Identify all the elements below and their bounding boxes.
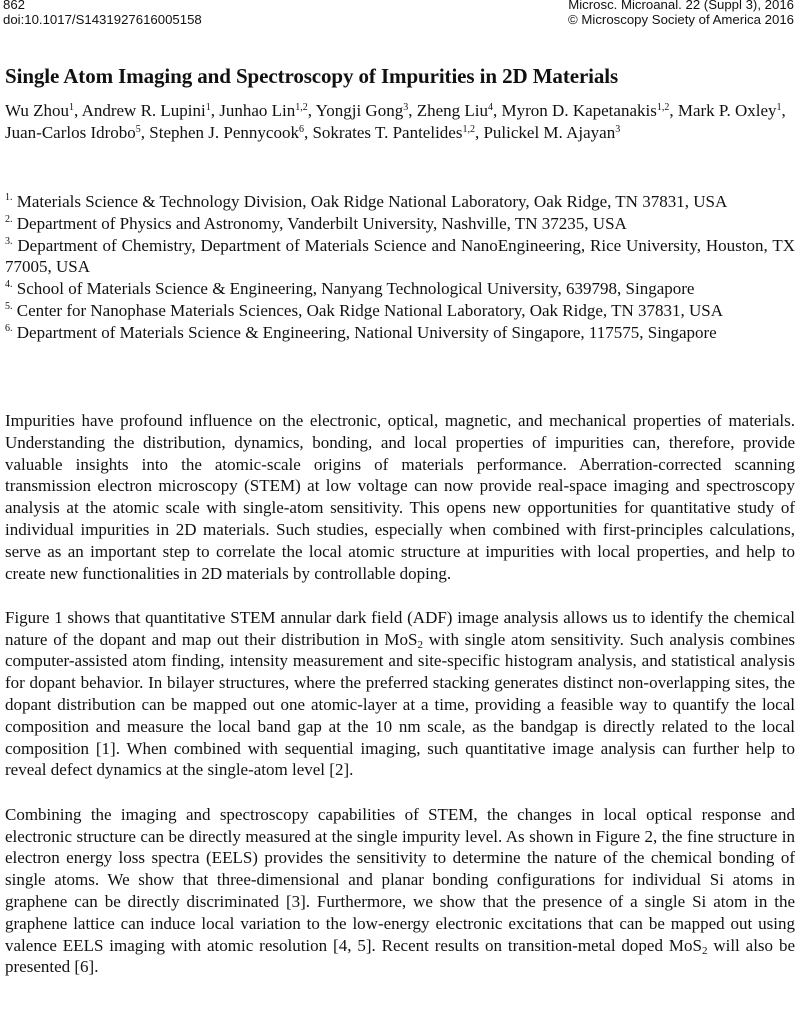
author-name: Zheng Liu bbox=[416, 101, 489, 120]
paragraph-text: with single atom sensitivity. Such analysis combines computer-assisted atom finding, intensity measurement and site-specific histogram analysis, and statistical analysis for dopant behavior. In bilayer structures, where the preferred stacking generates distinct non-overlapping sites, the dopant distribution can be mapped out one atomic-layer at a time, providing a feasible way to quantify the local composition and measure the local band gap at the 10 nm scale, as the bandgap is directly related to the local composition [1]. When combined with sequential imaging, such quantitative image analysis can further help to reveal defect dynamics at the single-atom level [2]. bbox=[5, 629, 795, 780]
affiliation-text: Center for Nanophase Materials Sciences, Oak Ridge National Laboratory, Oak Ridge, TN 37831, USA bbox=[12, 300, 724, 320]
author bbox=[678, 101, 782, 120]
affiliation-list bbox=[5, 191, 795, 344]
author-name: Wu Zhou bbox=[5, 101, 69, 120]
author-name: Stephen J. Pennycook bbox=[149, 123, 299, 142]
author-affiliation-mark: 1,2 bbox=[295, 102, 308, 113]
paper-title: Single Atom Imaging and Spectroscopy of Impurities in 2D Materials bbox=[5, 64, 619, 88]
author bbox=[502, 101, 670, 120]
author-name: Mark P. Oxley bbox=[677, 101, 777, 120]
affiliation bbox=[5, 300, 795, 322]
author-affiliation-mark: 1 bbox=[69, 102, 74, 113]
author-name: Pulickel M. Ajayan bbox=[483, 123, 616, 142]
author-list: Wu Zhou$^1$, Andrew R. Lupini$^1$, Junhao Lin$^{1,2}$, Yongji Gong$^3$, Zheng Liu$^4$, Myron D. Kapetanakis$^{1,2}$, Mark P. Oxley$^1$, Juan-Carlos Idrobo$^5$, Stephen J. Pennycook$^6$, Sokrates T. Pantelides$^{1,2}$, Pulickel M. Ajayan$^3$ bbox=[5, 101, 786, 142]
subscript: 2 bbox=[417, 638, 423, 651]
affiliation bbox=[5, 191, 795, 213]
affiliation-text: Department of Physics and Astronomy, Vanderbilt University, Nashville, TN 37235, USA bbox=[12, 213, 627, 233]
author bbox=[219, 101, 308, 120]
affiliation bbox=[5, 235, 795, 279]
page-number: 862 bbox=[3, 0, 26, 12]
abstract-body bbox=[5, 410, 795, 1001]
affiliation-number: 6. bbox=[5, 322, 13, 334]
doi: doi:10.1017/S1431927616005158 bbox=[3, 12, 202, 27]
affiliation-text: Materials Science & Technology Division, Oak Ridge National Laboratory, Oak Ridge, TN 37831, USA bbox=[12, 192, 728, 211]
author-affiliation-mark: 4 bbox=[488, 102, 494, 113]
author bbox=[82, 101, 211, 120]
affiliation-text: Department of Materials Science & Engineering, National University of Singapore, 117575, Singapore bbox=[12, 322, 717, 342]
author-affiliation-mark: 5 bbox=[135, 124, 141, 135]
affiliation-number: 4. bbox=[5, 279, 13, 291]
subscript: 2 bbox=[701, 944, 708, 957]
author-name: Junhao Lin bbox=[219, 101, 296, 120]
paragraph-text: Combining the imaging and spectroscopy capabilities of STEM, the changes in local optical response and electronic structure can be directly measured at the single impurity level. As shown in Figure 2, the fine structure in electron energy loss spectra (EELS) provides the sensitivity to determine the nature of the chemical bonding of single atoms. We show that three-dimensional and planar bonding configurations for individual Si atoms in graphene can be directly discriminated [3]. Furthermore, we show that the presence of a single Si atom in the graphene lattice can induce local variation to the low-energy electronic excitations that can be mapped out using valence EELS imaging with atomic resolution [4, 5]. Recent results on transition-metal doped MoS bbox=[5, 804, 795, 955]
affiliation-text: School of Materials Science & Engineering, Nanyang Technological University, 639798, Singapore bbox=[12, 279, 695, 299]
author bbox=[5, 123, 141, 142]
body-paragraph bbox=[5, 410, 795, 584]
affiliation-text: Department of Chemistry, Department of Materials Science and NanoEngineering, Rice University, Houston, TX 77005, USA bbox=[5, 235, 795, 277]
affiliation-number: 1. bbox=[5, 192, 13, 203]
author-affiliation-mark: 1,2 bbox=[462, 124, 475, 135]
author-name: Juan-Carlos Idrobo bbox=[5, 123, 136, 142]
affiliation bbox=[5, 322, 795, 344]
author-affiliation-mark: 1 bbox=[776, 102, 782, 113]
affiliation-number: 3. bbox=[5, 235, 13, 247]
affiliation bbox=[5, 213, 795, 235]
author bbox=[316, 101, 409, 120]
affiliation-number: 2. bbox=[5, 213, 13, 225]
paragraph-text: will also be presented [6]. bbox=[5, 935, 795, 977]
author-name: Andrew R. Lupini bbox=[81, 101, 206, 120]
author-affiliation-mark: 6 bbox=[298, 124, 304, 135]
author-name: Sokrates T. Pantelides bbox=[312, 123, 463, 142]
author bbox=[149, 123, 304, 142]
author-affiliation-mark: 1 bbox=[205, 102, 211, 113]
author bbox=[483, 123, 620, 142]
paragraph-text: Figure 1 shows that quantitative STEM annular dark field (ADF) image analysis allows us to identify the chemical nature of the dopant and map out their distribution in MoS bbox=[5, 607, 795, 649]
body-paragraph bbox=[5, 607, 795, 781]
author bbox=[312, 123, 475, 142]
author bbox=[5, 101, 74, 120]
author bbox=[417, 101, 493, 120]
header-right bbox=[568, 0, 794, 27]
copyright: © Microscopy Society of America 2016 bbox=[568, 12, 794, 27]
author-affiliation-mark: 1,2 bbox=[656, 102, 670, 113]
journal-citation: Microsc. Microanal. 22 (Suppl 3), 2016 bbox=[568, 0, 794, 12]
affiliation-number: 5. bbox=[5, 300, 13, 312]
author-affiliation-mark: 3 bbox=[403, 102, 409, 113]
author-name: Yongji Gong bbox=[315, 101, 404, 120]
paragraph-text: Impurities have profound influence on the electronic, optical, magnetic, and mechanical properties of materials. Understanding the distribution, dynamics, bonding, and local properties of impurities can, therefore, provide valuable insights into the atomic-scale origins of materials performance. Aberration-corrected scanning transmission electron microscopy (STEM) at low voltage can now provide real-space imaging and spectroscopy analysis at the atomic scale with single-atom sensitivity. This opens new opportunities for quantitative study of individual impurities in 2D materials. Such studies, especially when combined with first-principles calculations, serve as an important step to correlate the local atomic structure at impurities with local properties, and help to create new functionalities in 2D materials by controllable doping. bbox=[5, 411, 795, 583]
affiliation bbox=[5, 278, 795, 300]
header-left bbox=[3, 0, 202, 27]
author-affiliation-mark: 3 bbox=[615, 124, 621, 135]
author-name: Myron D. Kapetanakis bbox=[501, 101, 657, 120]
body-paragraph bbox=[5, 804, 795, 978]
